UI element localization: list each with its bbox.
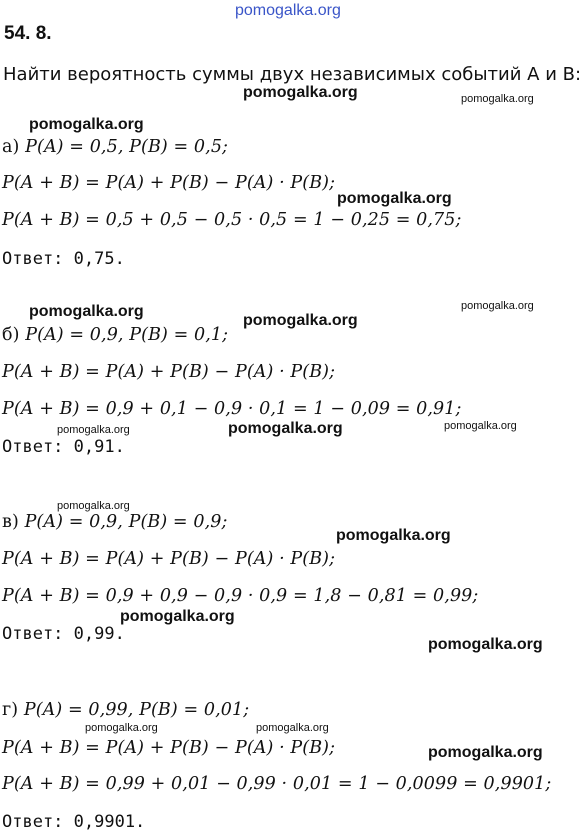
- watermark: pomogalka.org: [29, 303, 144, 320]
- watermark-small: pomogalka.org: [85, 722, 158, 734]
- watermark: pomogalka.org: [29, 116, 144, 133]
- part-c-given: [2, 512, 227, 532]
- watermark: pomogalka.org: [428, 636, 543, 653]
- watermark-small: pomogalka.org: [256, 722, 329, 734]
- watermark: pomogalka.org: [228, 420, 343, 437]
- watermark: pomogalka.org: [120, 608, 235, 625]
- part-label: а): [2, 137, 20, 157]
- part-d-given: [2, 700, 249, 720]
- part-a-calculation: P(A + B) = 0,5 + 0,5 − 0,5 · 0,5 = 1 − 0,25 = 0,75;: [2, 210, 462, 230]
- problem-statement: Найти вероятность суммы двух независимых событий A и B:: [3, 64, 582, 85]
- part-label: в): [2, 512, 19, 532]
- part-b-answer: Ответ: 0,91.: [2, 437, 125, 457]
- part-c-answer: Ответ: 0,99.: [2, 624, 125, 644]
- watermark: pomogalka.org: [243, 312, 358, 329]
- part-c-calculation: P(A + B) = 0,9 + 0,9 − 0,9 · 0,9 = 1,8 − 0,81 = 0,99;: [2, 586, 479, 606]
- part-d-formula: P(A + B) = P(A) + P(B) − P(A) · P(B);: [2, 738, 336, 758]
- watermark-small: pomogalka.org: [461, 300, 534, 312]
- part-a-given: [2, 137, 228, 157]
- watermark: pomogalka.org: [428, 744, 543, 761]
- part-d-calculation: P(A + B) = 0,99 + 0,01 − 0,99 · 0,01 = 1 − 0,0099 = 0,9901;: [2, 774, 552, 794]
- given-probabilities: P(A) = 0,99, P(B) = 0,01;: [23, 700, 250, 720]
- given-probabilities: P(A) = 0,5, P(B) = 0,5;: [25, 137, 229, 157]
- watermark-small: pomogalka.org: [461, 93, 534, 105]
- watermark: pomogalka.org: [243, 84, 358, 101]
- watermark-small: pomogalka.org: [57, 500, 130, 512]
- problem-number: 54. 8.: [4, 23, 52, 44]
- part-a-answer: Ответ: 0,75.: [2, 249, 125, 269]
- part-label: б): [2, 325, 20, 345]
- part-b-given: [2, 325, 228, 345]
- watermark-small: pomogalka.org: [57, 424, 130, 436]
- part-b-formula: P(A + B) = P(A) + P(B) − P(A) · P(B);: [2, 362, 336, 382]
- watermark: pomogalka.org: [336, 527, 451, 544]
- given-probabilities: P(A) = 0,9, P(B) = 0,1;: [25, 325, 229, 345]
- part-label: г): [2, 700, 19, 720]
- watermark-small: pomogalka.org: [444, 420, 517, 432]
- watermark: pomogalka.org: [337, 190, 452, 207]
- part-b-calculation: P(A + B) = 0,9 + 0,1 − 0,9 · 0,1 = 1 − 0,09 = 0,91;: [2, 399, 462, 419]
- part-a-formula: P(A + B) = P(A) + P(B) − P(A) · P(B);: [2, 173, 336, 193]
- watermark-top: pomogalka.org: [235, 2, 341, 19]
- part-d-answer: Ответ: 0,9901.: [2, 812, 146, 832]
- part-c-formula: P(A + B) = P(A) + P(B) − P(A) · P(B);: [2, 549, 336, 569]
- given-probabilities: P(A) = 0,9, P(B) = 0,9;: [24, 512, 228, 532]
